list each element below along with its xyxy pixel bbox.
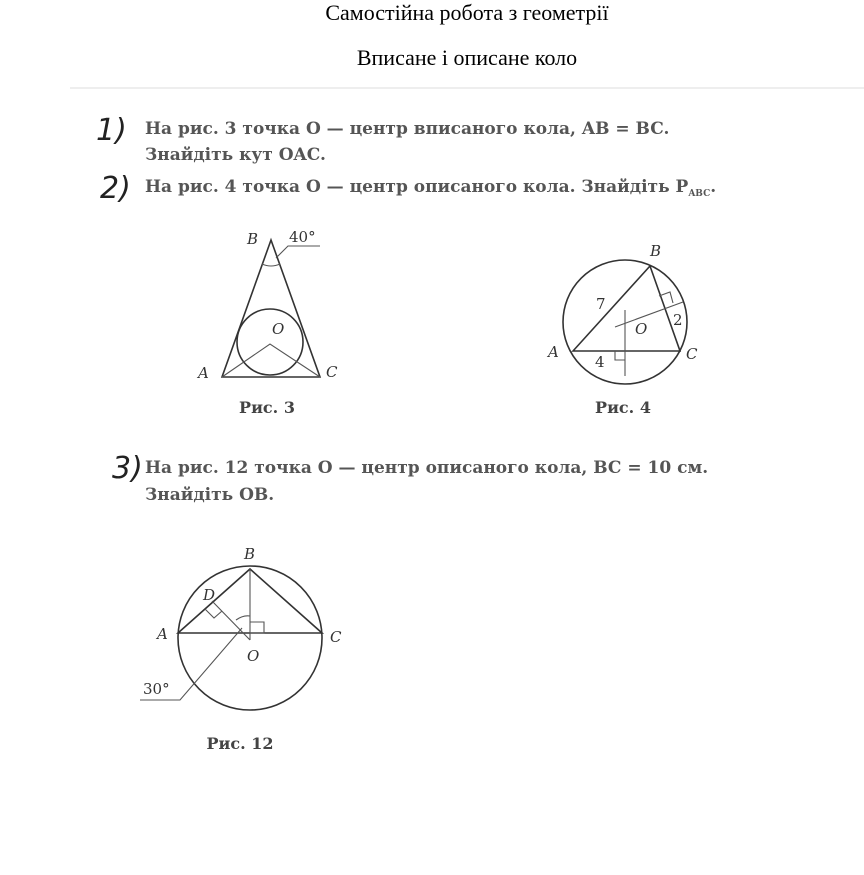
task-1-question: Знайдіть кут OAC. xyxy=(145,145,326,165)
fig12-label-c: C xyxy=(330,628,342,646)
fig12-label-b: B xyxy=(244,545,256,563)
fig3-label-a: A xyxy=(198,364,209,382)
task-2-text xyxy=(145,177,716,199)
task-2-subscript: ABC xyxy=(688,189,711,199)
task-3-question: Знайдіть OB. xyxy=(145,485,275,505)
fig4-label-2: 2 xyxy=(673,311,683,329)
fig12-label-d: D xyxy=(203,586,216,604)
page-subtitle: Вписане і описане коло xyxy=(356,45,578,70)
figure-4 xyxy=(546,242,698,417)
fig3-label-c: C xyxy=(326,363,338,381)
fig4-label-a: A xyxy=(548,343,559,361)
fig4-label-c: C xyxy=(686,345,698,363)
figure-12 xyxy=(140,545,342,753)
fig4-caption: Рис. 4 xyxy=(595,398,651,417)
fig12-label-o: O xyxy=(247,647,260,665)
fig12-caption: Рис. 12 xyxy=(206,734,274,753)
task-2-number: 2) xyxy=(100,171,131,206)
fig4-label-o: O xyxy=(635,320,648,338)
figure-3 xyxy=(196,228,338,417)
task-1-number: 1) xyxy=(96,113,127,148)
page-title: Самостійна робота з геометрії xyxy=(325,0,609,25)
task-2-line: На рис. 4 точка O — центр описаного кола. Знайдіть P xyxy=(145,177,689,197)
fig4-label-b: B xyxy=(650,242,662,260)
task-2-end: . xyxy=(710,177,717,197)
task-1-text: На рис. 3 точка O — центр вписаного кола, AB = BC. xyxy=(145,119,670,139)
task-3-number: 3) xyxy=(112,451,143,486)
fig3-angle: 40° xyxy=(289,228,316,246)
fig3-caption: Рис. 3 xyxy=(239,398,295,417)
task-3-text: На рис. 12 точка O — центр описаного кола, BC = 10 см. xyxy=(145,458,709,478)
fig12-label-a: A xyxy=(157,625,168,643)
fig12-angle: 30° xyxy=(143,680,170,698)
fig4-label-7: 7 xyxy=(596,295,606,313)
fig4-label-4: 4 xyxy=(595,353,605,371)
fig3-label-o: O xyxy=(272,320,285,338)
fig3-label-b: B xyxy=(247,230,259,248)
